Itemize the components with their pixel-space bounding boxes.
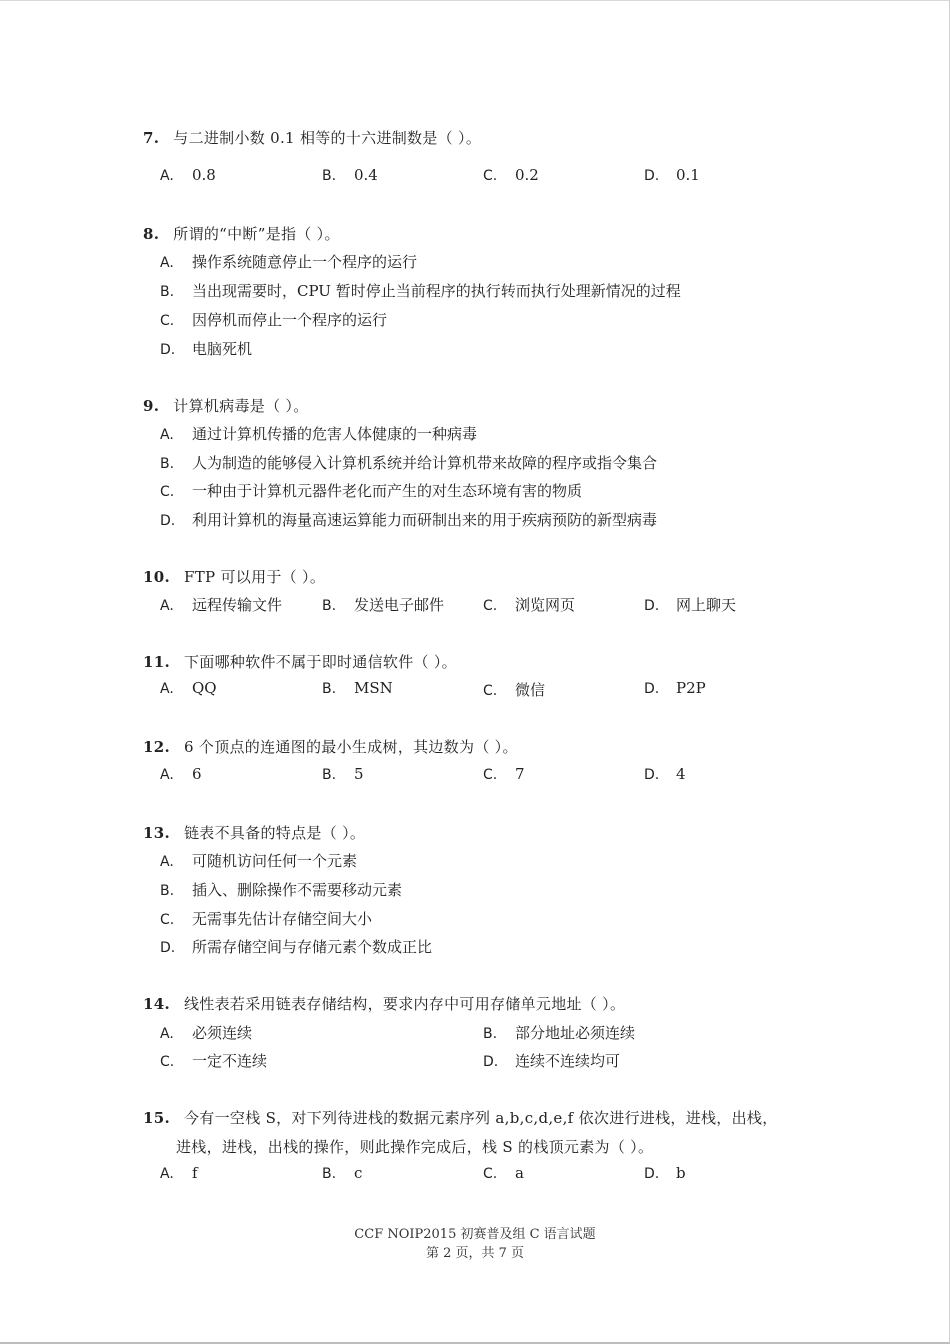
option-a bbox=[160, 850, 357, 871]
option-d bbox=[483, 1050, 620, 1071]
question-text: 所谓的“中断”是指（ ）。 bbox=[173, 225, 340, 243]
footer-title: CCF NOIP2015 初赛普及组 C 语言试题 bbox=[354, 1227, 596, 1242]
question-text: 下面哪种软件不属于即时通信软件（ ）。 bbox=[184, 653, 457, 671]
option-text: 必须连续 bbox=[192, 1024, 253, 1042]
question-stem bbox=[143, 223, 340, 244]
option-text: 0.1 bbox=[676, 166, 700, 184]
option-letter: C. bbox=[160, 912, 175, 928]
question-text: 计算机病毒是（ ）。 bbox=[173, 397, 309, 415]
question-stem bbox=[143, 822, 365, 843]
option-letter: A. bbox=[160, 767, 174, 783]
question-text: 线性表若采用链表存储结构，要求内存中可用存储单元地址（ ）。 bbox=[184, 995, 626, 1013]
option-text: 5 bbox=[354, 765, 364, 783]
option-b bbox=[483, 1022, 635, 1043]
option-letter: C. bbox=[483, 683, 498, 699]
option-text: 一种由于计算机元器件老化而产生的对生态环境有害的物质 bbox=[192, 482, 583, 500]
option-text: 0.4 bbox=[354, 166, 378, 184]
option-b bbox=[160, 280, 681, 301]
option-letter: B. bbox=[322, 1166, 337, 1182]
option-a bbox=[160, 594, 282, 615]
option-letter: D. bbox=[644, 598, 660, 614]
option-text: 远程传输文件 bbox=[192, 596, 283, 614]
option-letter: D. bbox=[644, 681, 660, 697]
option-a bbox=[160, 1022, 252, 1043]
option-a bbox=[160, 251, 417, 272]
option-d bbox=[644, 594, 736, 615]
option-letter: C. bbox=[160, 484, 175, 500]
option-letter: C. bbox=[160, 1054, 175, 1070]
option-text: 利用计算机的海量高速运算能力而研制出来的用于疾病预防的新型病毒 bbox=[192, 511, 658, 529]
question-number: 7. bbox=[143, 129, 160, 147]
question-number: 8. bbox=[143, 225, 160, 243]
option-letter: A. bbox=[160, 854, 174, 870]
option-text: 插入、删除操作不需要移动元素 bbox=[192, 881, 403, 899]
question-stem bbox=[143, 127, 481, 148]
question-number: 9. bbox=[143, 397, 160, 415]
option-a bbox=[160, 166, 216, 184]
option-letter: B. bbox=[322, 598, 337, 614]
option-c bbox=[160, 309, 387, 330]
option-letter: C. bbox=[483, 767, 498, 783]
option-c bbox=[483, 166, 539, 184]
option-text: P2P bbox=[676, 679, 706, 697]
option-a bbox=[160, 765, 202, 783]
option-c bbox=[483, 594, 575, 615]
option-text: 连续不连续均可 bbox=[515, 1052, 621, 1070]
option-a bbox=[160, 1164, 198, 1182]
option-c bbox=[160, 480, 582, 501]
option-text: 网上聊天 bbox=[676, 596, 737, 614]
question-text-continued: 进栈，进栈，出栈的操作，则此操作完成后，栈 S 的栈顶元素为（ ）。 bbox=[176, 1138, 654, 1156]
option-text: a bbox=[515, 1164, 524, 1182]
option-text: 人为制造的能够侵入计算机系统并给计算机带来故障的程序或指令集合 bbox=[192, 454, 658, 472]
option-letter: D. bbox=[160, 513, 176, 529]
option-d bbox=[644, 679, 706, 697]
question-text: 今有一空栈 S，对下列待进栈的数据元素序列 a,b,c,d,e,f 依次进行进栈，进栈，出栈， bbox=[184, 1109, 778, 1127]
option-b bbox=[160, 452, 657, 473]
option-text: 6 bbox=[192, 765, 202, 783]
option-text: MSN bbox=[354, 679, 393, 697]
option-letter: B. bbox=[160, 284, 175, 300]
option-letter: B. bbox=[483, 1026, 498, 1042]
option-b bbox=[322, 1164, 362, 1182]
option-letter: A. bbox=[160, 255, 174, 271]
option-c bbox=[160, 908, 372, 929]
option-letter: A. bbox=[160, 1026, 174, 1042]
option-text: 微信 bbox=[515, 681, 546, 699]
option-letter: B. bbox=[322, 168, 337, 184]
option-letter: C. bbox=[483, 1166, 498, 1182]
footer-page-number: 第 2 页，共 7 页 bbox=[425, 1246, 525, 1261]
option-text: 因停机而停止一个程序的运行 bbox=[192, 311, 388, 329]
option-text: f bbox=[192, 1164, 198, 1182]
option-letter: C. bbox=[483, 168, 498, 184]
option-text: 无需事先估计存储空间大小 bbox=[192, 910, 373, 928]
option-letter: B. bbox=[160, 456, 175, 472]
option-b bbox=[322, 166, 378, 184]
option-d bbox=[160, 936, 432, 957]
option-b bbox=[322, 679, 393, 697]
question-stem bbox=[143, 651, 457, 672]
option-letter: A. bbox=[160, 681, 174, 697]
option-b bbox=[322, 594, 444, 615]
option-c bbox=[483, 765, 525, 783]
option-text: 部分地址必须连续 bbox=[515, 1024, 636, 1042]
question-number: 14. bbox=[143, 995, 170, 1013]
option-letter: A. bbox=[160, 427, 174, 443]
option-c bbox=[160, 1050, 267, 1071]
option-letter: D. bbox=[160, 342, 176, 358]
option-letter: A. bbox=[160, 168, 174, 184]
option-letter: D. bbox=[483, 1054, 499, 1070]
question-stem bbox=[143, 1107, 778, 1128]
option-letter: B. bbox=[322, 681, 337, 697]
option-d bbox=[644, 765, 686, 783]
question-number: 15. bbox=[143, 1109, 170, 1127]
option-text: 一定不连续 bbox=[192, 1052, 268, 1070]
option-b bbox=[160, 879, 402, 900]
option-text: QQ bbox=[192, 679, 217, 697]
question-text: 与二进制小数 0.1 相等的十六进制数是（ ）。 bbox=[173, 129, 482, 147]
option-text: 0.2 bbox=[515, 166, 539, 184]
question-number: 11. bbox=[143, 653, 170, 671]
option-a bbox=[160, 423, 477, 444]
question-text: FTP 可以用于（ ）。 bbox=[184, 568, 326, 586]
option-a bbox=[160, 679, 217, 697]
option-d bbox=[644, 1164, 686, 1182]
option-text: 7 bbox=[515, 765, 525, 783]
option-text: 操作系统随意停止一个程序的运行 bbox=[192, 253, 418, 271]
option-text: 当出现需要时，CPU 暂时停止当前程序的执行转而执行处理新情况的过程 bbox=[192, 282, 681, 300]
option-b bbox=[322, 765, 364, 783]
question-text: 链表不具备的特点是（ ）。 bbox=[184, 824, 366, 842]
option-c bbox=[483, 1164, 524, 1182]
option-letter: A. bbox=[160, 1166, 174, 1182]
option-text: 所需存储空间与存储元素个数成正比 bbox=[192, 938, 433, 956]
option-d bbox=[160, 509, 657, 530]
question-number: 13. bbox=[143, 824, 170, 842]
option-letter: C. bbox=[483, 598, 498, 614]
question-text: 6 个顶点的连通图的最小生成树，其边数为（ ）。 bbox=[184, 738, 518, 756]
option-text: 0.8 bbox=[192, 166, 216, 184]
option-letter: B. bbox=[160, 883, 175, 899]
question-stem bbox=[143, 736, 518, 757]
option-letter: D. bbox=[644, 767, 660, 783]
question-number: 10. bbox=[143, 568, 170, 586]
option-text: 浏览网页 bbox=[515, 596, 576, 614]
option-letter: D. bbox=[644, 168, 660, 184]
question-stem bbox=[143, 395, 309, 416]
option-text: c bbox=[354, 1164, 363, 1182]
option-c bbox=[483, 679, 545, 700]
option-text: 发送电子邮件 bbox=[354, 596, 445, 614]
option-letter: D. bbox=[644, 1166, 660, 1182]
option-d bbox=[160, 338, 252, 359]
option-text: 4 bbox=[676, 765, 686, 783]
option-d bbox=[644, 166, 700, 184]
option-letter: B. bbox=[322, 767, 337, 783]
option-text: 通过计算机传播的危害人体健康的一种病毒 bbox=[192, 425, 478, 443]
option-text: 电脑死机 bbox=[192, 340, 253, 358]
option-letter: C. bbox=[160, 313, 175, 329]
question-number: 12. bbox=[143, 738, 170, 756]
question-stem bbox=[143, 993, 625, 1014]
option-text: b bbox=[676, 1164, 686, 1182]
option-letter: A. bbox=[160, 598, 174, 614]
question-stem bbox=[143, 566, 325, 587]
option-text: 可随机访问任何一个元素 bbox=[192, 852, 358, 870]
option-letter: D. bbox=[160, 940, 176, 956]
